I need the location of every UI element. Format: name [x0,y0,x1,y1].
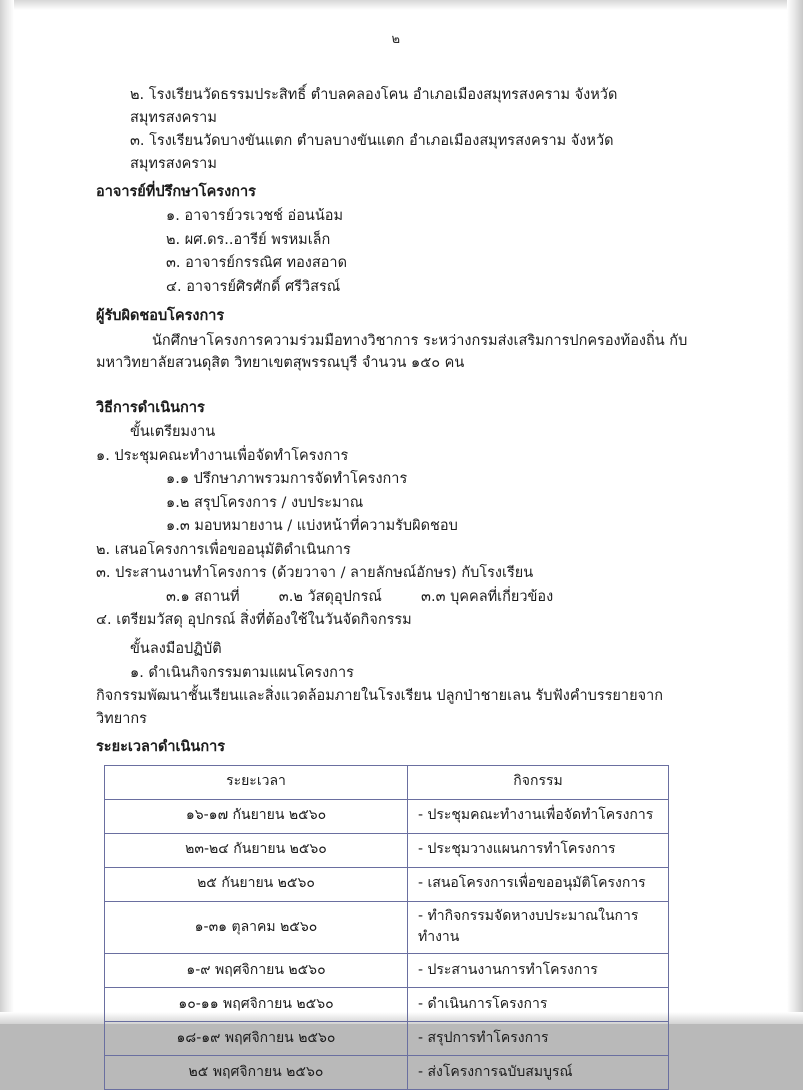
list-item: ๔. เตรียมวัสดุ อุปกรณ์ สิ่งที่ต้องใช้ในวันจัดกิจกรรม [96,611,412,628]
list-item: ๑. อาจารย์วรเวชช์ อ่อนน้อม [166,208,344,225]
subheading-prepare: ขั้นเตรียมงาน [130,424,216,441]
cell-duration: ๑๘-๑๙ พฤศจิกายน ๒๕๖๐ [105,1022,408,1056]
cell-duration: ๑-๓๑ ตุลาคม ๒๕๖๐ [105,901,408,953]
cell-activity: - ประสานงานการทำโครงการ [408,954,669,988]
section-heading-advisors: อาจารย์ที่ปรึกษาโครงการ [96,184,256,201]
table-row [105,901,669,953]
column-header-activity: กิจกรรม [408,765,669,799]
table-row [105,1022,669,1056]
cell-duration: ๒๕ พฤศจิกายน ๒๕๖๐ [105,1056,408,1090]
list-item: ๓. อาจารย์กรรณิศ ทองสอาด [166,255,347,272]
table-row [105,954,669,988]
section-heading-method: วิธีการดำเนินการ [96,399,205,416]
list-item: ๒. โรงเรียนวัดธรรมประสิทธิ์ ตำบลคลองโคน อำเภอเมืองสมุทรสงคราม จังหวัดสมุทรสงคราม [130,87,618,126]
table-row [105,867,669,901]
list-item: ๓. โรงเรียนวัดบางขันแตก ตำบลบางขันแตก อำเภอเมืองสมุทรสงคราม จังหวัดสมุทรสงคราม [130,133,614,172]
cell-duration: ๑-๙ พฤศจิกายน ๒๕๖๐ [105,954,408,988]
cell-duration: ๑๖-๑๗ กันยายน ๒๕๖๐ [105,799,408,833]
cell-activity: - เสนอโครงการเพื่อขออนุมัติโครงการ [408,867,669,901]
cell-duration: ๑๐-๑๑ พฤศจิกายน ๒๕๖๐ [105,988,408,1022]
cell-activity: - ส่งโครงการฉบับสมบูรณ์ [408,1056,669,1090]
cell-activity: - ประชุมวางแผนการทำโครงการ [408,833,669,867]
cell-activity: - ทำกิจกรรมจัดหางบประมาณในการทำงาน [408,901,669,953]
cell-activity: - ประชุมคณะทำงานเพื่อจัดทำโครงการ [408,799,669,833]
list-item: ๑.๒ สรุปโครงการ / งบประมาณ [166,494,364,511]
table-row [105,1056,669,1090]
sub-item-location: ๓.๑ สถานที่ [166,588,240,605]
cell-duration: ๒๓-๒๔ กันยายน ๒๕๖๐ [105,833,408,867]
paragraph-responsible-line1: นักศึกษาโครงการความร่วมมือทางวิชาการ ระหว่างกรมส่งเสริมการปกครองท้องถิ่น กับ [152,332,688,349]
list-item: ๑.๑ ปรึกษาภาพรวมการจัดทำโครงการ [166,471,408,488]
list-item: ๓. ประสานงานทำโครงการ (ด้วยวาจา / ลายลักษณ์อักษร) กับโรงเรียน [96,565,534,582]
list-item: ๒. ผศ.ดร..อารีย์ พรหมเล็ก [166,231,331,248]
list-item-sub-row [166,586,696,608]
scan-shadow-right [787,0,803,1024]
section-heading-responsible: ผู้รับผิดชอบโครงการ [96,308,225,325]
table-header-row [105,765,669,799]
list-item: ๑.๓ มอบหมายงาน / แบ่งหน้าที่ความรับผิดชอบ [166,518,458,535]
sub-item-materials: ๓.๒ วัสดุอุปกรณ์ [278,588,382,605]
cell-activity: - ดำเนินการโครงการ [408,988,669,1022]
paragraph-practice-detail: กิจกรรมพัฒนาชั้นเรียนและสิ่งแวดล้อมภายในโรงเรียน ปลูกป่าชายเลน รับฟังคำบรรยายจากวิทยากร [96,688,663,727]
subheading-practice: ขั้นลงมือปฏิบัติ [130,641,222,658]
page-number: ๒ [391,32,401,47]
schedule-table [104,765,669,1090]
scan-shadow-left [0,0,14,1024]
scan-shadow-top [0,0,803,10]
table-row [105,799,669,833]
table-row [105,988,669,1022]
section-heading-schedule: ระยะเวลาดำเนินการ [96,739,226,756]
list-item: ๑. ดำเนินกิจกรรมตามแผนโครงการ [130,664,354,681]
list-item: ๑. ประชุมคณะทำงานเพื่อจัดทำโครงการ [96,447,349,464]
sub-item-people: ๓.๓ บุคคลที่เกี่ยวข้อง [421,588,554,605]
list-item: ๒. เสนอโครงการเพื่อขออนุมัติดำเนินการ [96,541,351,558]
table-row [105,833,669,867]
column-header-duration: ระยะเวลา [105,765,408,799]
cell-activity: - สรุปการทำโครงการ [408,1022,669,1056]
cell-duration: ๒๕ กันยายน ๒๕๖๐ [105,867,408,901]
document-body [96,30,696,1090]
paragraph-responsible-line2: มหาวิทยาลัยสวนดุสิต วิทยาเขตสุพรรณบุรี จำนวน ๑๕๐ คน [96,355,465,372]
list-item: ๔. อาจารย์ศิรศักดิ์ ศรีวิสรณ์ [166,278,341,295]
